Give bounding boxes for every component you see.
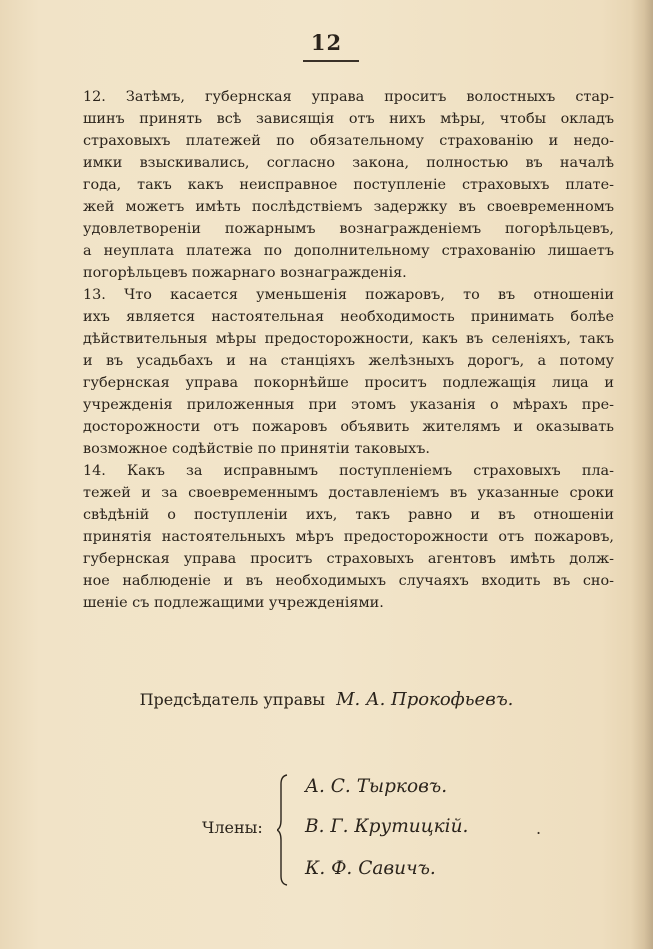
page-number: 12 <box>310 30 343 55</box>
text-line: тежей и за своевременнымъ доставленіемъ въ указанные сроки <box>83 485 614 501</box>
text-line: имки взыскивались, согласно закона, полностью въ началѣ <box>83 155 614 171</box>
text-line: погорѣльцевъ пожарнаго вознагражденія. <box>83 265 407 281</box>
chairman-label: Предсѣдатель управы <box>139 690 325 709</box>
page-number-rule <box>303 60 359 62</box>
stray-mark: . <box>536 819 542 838</box>
chairman-name: М. А. Прокофьевъ. <box>336 689 514 710</box>
text-line: губернская управа проситъ страховыхъ агентовъ имѣть долж- <box>83 551 614 567</box>
text-line: возможное содѣйствіе по принятіи таковыхъ. <box>83 441 430 457</box>
text-line: жей можетъ имѣть послѣдствіемъ задержку въ своевременномъ <box>83 199 614 215</box>
text-line: ное наблюденіе и въ необходимыхъ случаяхъ входить въ сно- <box>83 573 614 589</box>
page-edge-shadow <box>631 0 653 949</box>
members-brace <box>277 774 289 886</box>
member-name: А. С. Тырковъ. <box>305 776 448 797</box>
text-line: 13. Что касается уменьшенія пожаровъ, то въ отношеніи <box>83 287 614 303</box>
text-line: шинъ принять всѣ зависящія отъ нихъ мѣры, чтобы окладъ <box>83 111 614 127</box>
text-line: а неуплата платежа по дополнительному страхованію лишаетъ <box>83 243 614 259</box>
text-line: и въ усадьбахъ и на станціяхъ желѣзныхъ дорогъ, а потому <box>83 353 614 369</box>
members-label: Члены: <box>202 818 263 837</box>
member-name: К. Ф. Савичъ. <box>305 858 436 879</box>
text-line: ихъ является настоятельная необходимость принимать болѣе <box>83 309 614 325</box>
text-line: учрежденія приложенныя при этомъ указанія о мѣрахъ пре- <box>83 397 614 413</box>
member-name: В. Г. Крутицкій. <box>305 816 469 837</box>
body-text <box>83 86 614 614</box>
text-line: шеніе съ подлежащими учрежденіями. <box>83 595 384 611</box>
text-line: дѣйствительныя мѣры предосторожности, какъ въ селеніяхъ, такъ <box>83 331 614 347</box>
text-line: 14. Какъ за исправнымъ поступленіемъ страховыхъ пла- <box>83 463 614 479</box>
text-line: свѣдѣній о поступленіи ихъ, такъ равно и въ отношеніи <box>83 507 614 523</box>
text-line: губернская управа покорнѣйше проситъ подлежащія лица и <box>83 375 614 391</box>
text-line: страховыхъ платежей по обязательному страхованію и недо- <box>83 133 614 149</box>
text-line: досторожности отъ пожаровъ объявить жителямъ и оказывать <box>83 419 614 435</box>
text-line: удовлетвореніи пожарнымъ вознагражденіемъ погорѣльцевъ, <box>83 221 614 237</box>
text-line: года, такъ какъ неисправное поступленіе страховыхъ плате- <box>83 177 614 193</box>
text-line: принятія настоятельныхъ мѣръ предосторожности отъ пожаровъ, <box>83 529 614 545</box>
chairman-signature <box>0 689 653 710</box>
text-line: 12. Затѣмъ, губернская управа проситъ волостныхъ стар- <box>83 89 614 105</box>
